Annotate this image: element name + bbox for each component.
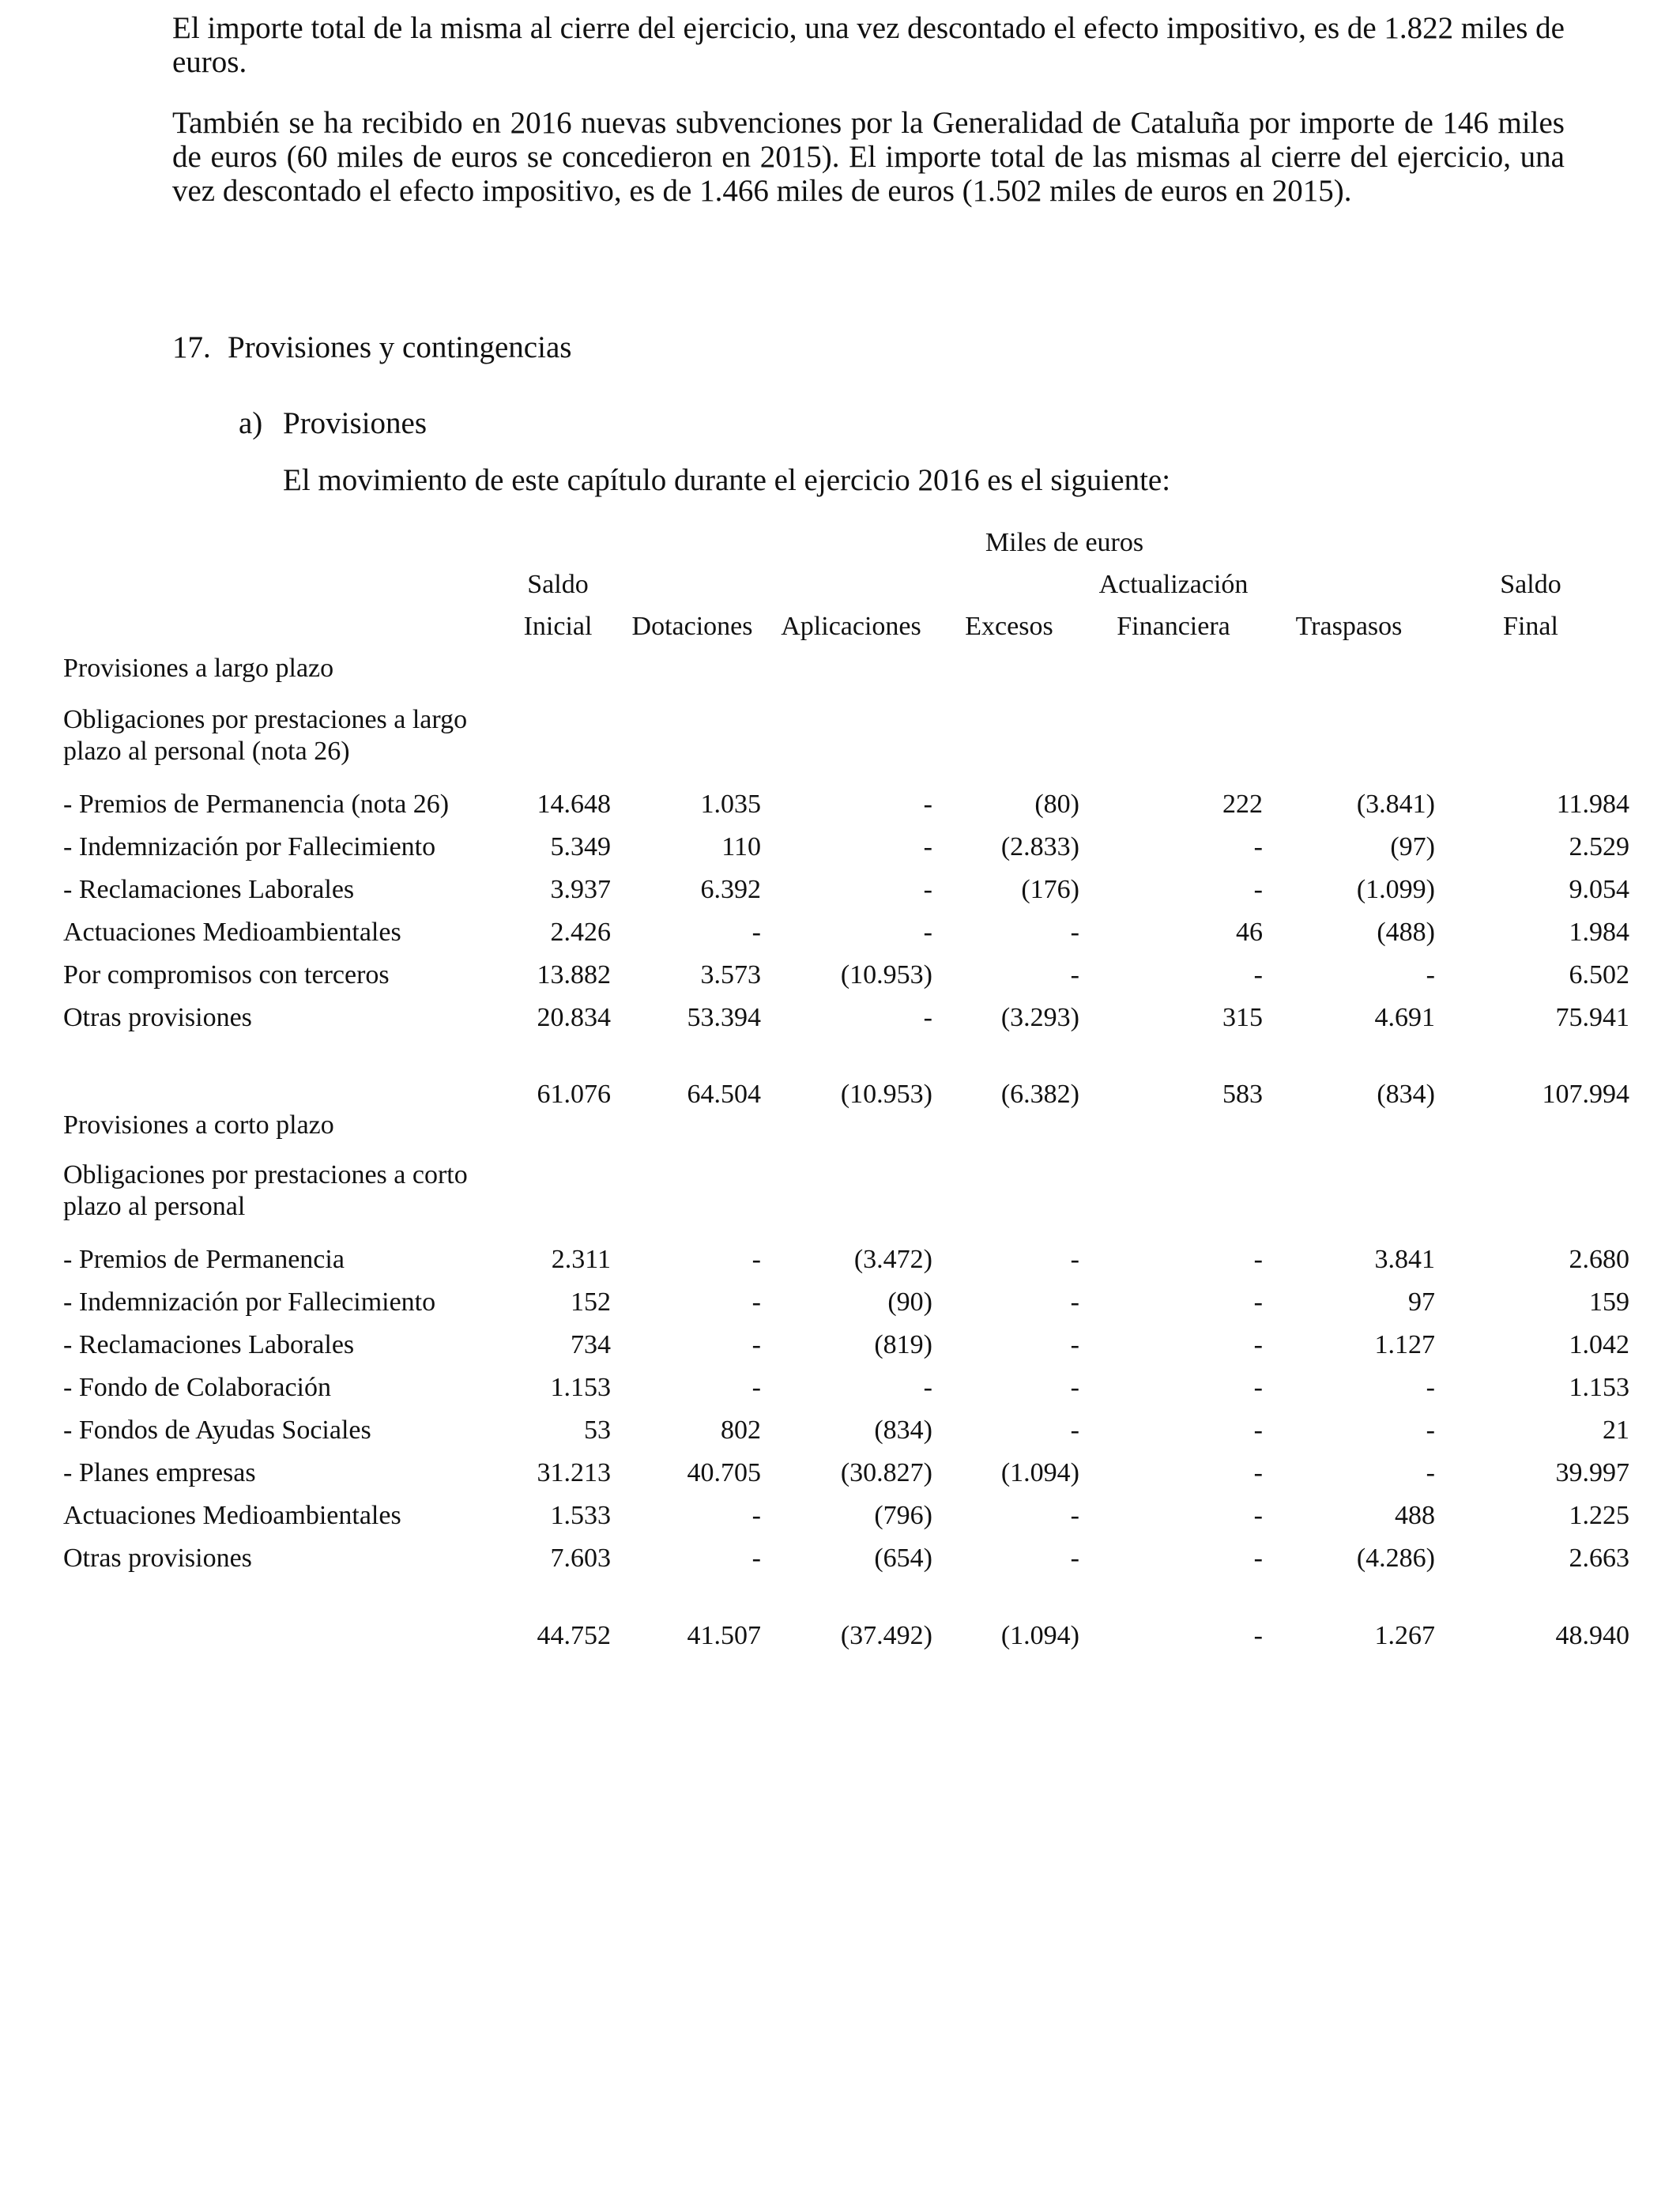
cell-aplicaciones: - <box>923 832 932 861</box>
row-label: Actuaciones Medioambientales <box>63 1501 401 1530</box>
row-label: - Fondo de Colaboración <box>63 1373 331 1402</box>
cell-actualizacion-financiera: - <box>1253 832 1263 861</box>
cell-aplicaciones: - <box>923 1373 932 1402</box>
cell-dotaciones: 40.705 <box>687 1458 761 1487</box>
header-traspasos: Traspasos <box>1295 612 1403 641</box>
cell-saldo-final: 39.997 <box>1555 1458 1629 1487</box>
table-row <box>0 1543 1680 1574</box>
header-saldo-inicial-2: Inicial <box>523 612 593 641</box>
table-row <box>0 1372 1680 1404</box>
cell-saldo-final: 6.502 <box>1569 960 1629 990</box>
cell-dotaciones: - <box>751 1544 761 1573</box>
table-row <box>0 959 1680 991</box>
cell-aplicaciones: (654) <box>874 1544 932 1573</box>
table-row <box>0 1415 1680 1446</box>
row-label: - Indemnización por Fallecimiento <box>63 832 436 861</box>
paragraph-1: El importe total de la misma al cierre del ejercicio, una vez descontado el efecto impositivo, es de 1.822 miles de euros. <box>172 11 1565 79</box>
cell-actualizacion-financiera: - <box>1253 1544 1263 1573</box>
cell-saldo-final: 11.984 <box>1556 790 1629 819</box>
short-term-group-label-2: plazo al personal <box>63 1192 246 1221</box>
cell-dotaciones: 110 <box>721 832 761 861</box>
cell-excesos: - <box>1070 1287 1079 1317</box>
cell-saldo-final: 48.940 <box>1555 1621 1629 1650</box>
cell-traspasos: 488 <box>1395 1501 1435 1530</box>
row-label: - Fondos de Ayudas Sociales <box>63 1416 371 1445</box>
table-row <box>0 917 1680 948</box>
cell-saldo-inicial: 3.937 <box>550 875 611 904</box>
cell-dotaciones: 3.573 <box>700 960 761 990</box>
cell-dotaciones: 802 <box>721 1416 761 1445</box>
long-term-title: Provisiones a largo plazo <box>63 654 334 683</box>
cell-aplicaciones: (819) <box>874 1330 932 1359</box>
cell-excesos: - <box>1070 1544 1079 1573</box>
cell-aplicaciones: - <box>923 1003 932 1032</box>
short-term-title: Provisiones a corto plazo <box>63 1110 334 1140</box>
cell-saldo-inicial: 53 <box>584 1416 611 1445</box>
row-label: Por compromisos con terceros <box>63 960 390 990</box>
section-number: 17. <box>172 330 211 364</box>
short-term-group-label-1: Obligaciones por prestaciones a corto <box>63 1160 468 1189</box>
cell-excesos: - <box>1070 1416 1079 1445</box>
cell-saldo-final: 1.153 <box>1569 1373 1629 1402</box>
cell-dotaciones: 64.504 <box>687 1080 761 1109</box>
intro-text: El movimiento de este capítulo durante el ejercicio 2016 es el siguiente: <box>283 463 1171 497</box>
cell-saldo-inicial: 152 <box>571 1287 611 1317</box>
cell-actualizacion-financiera: 46 <box>1236 918 1263 947</box>
long-term-group-label-1: Obligaciones por prestaciones a largo <box>63 705 468 734</box>
cell-saldo-final: 1.225 <box>1569 1501 1629 1530</box>
table-row <box>0 1244 1680 1276</box>
cell-actualizacion-financiera: - <box>1253 1287 1263 1317</box>
row-label: - Premios de Permanencia (nota 26) <box>63 790 450 819</box>
cell-saldo-final: 2.529 <box>1569 832 1629 861</box>
header-saldo-final-1: Saldo <box>1500 570 1561 599</box>
long-term-group-label-2: plazo al personal (nota 26) <box>63 737 350 766</box>
cell-saldo-inicial: 734 <box>571 1330 611 1359</box>
cell-dotaciones: 1.035 <box>700 790 761 819</box>
row-label: - Premios de Permanencia <box>63 1245 345 1274</box>
cell-dotaciones: - <box>751 1287 761 1317</box>
table-row <box>0 1500 1680 1532</box>
cell-actualizacion-financiera: - <box>1253 875 1263 904</box>
cell-traspasos: (1.099) <box>1356 875 1435 904</box>
cell-actualizacion-financiera: 583 <box>1222 1080 1263 1109</box>
table-row <box>0 1457 1680 1489</box>
cell-aplicaciones: (834) <box>874 1416 932 1445</box>
cell-aplicaciones: (10.953) <box>840 960 932 990</box>
cell-dotaciones: 6.392 <box>700 875 761 904</box>
cell-aplicaciones: (796) <box>874 1501 932 1530</box>
cell-saldo-inicial: 2.426 <box>550 918 611 947</box>
cell-excesos: - <box>1070 1330 1079 1359</box>
cell-excesos: - <box>1070 918 1079 947</box>
subsection-heading <box>239 406 427 440</box>
cell-saldo-inicial: 31.213 <box>537 1458 611 1487</box>
table-row <box>0 1287 1680 1318</box>
header-saldo-inicial-1: Saldo <box>527 570 589 599</box>
subsection-title: Provisiones <box>283 406 428 440</box>
short-term-total-row <box>0 1620 1680 1652</box>
cell-dotaciones: 41.507 <box>687 1621 761 1650</box>
cell-excesos: (1.094) <box>1000 1621 1079 1650</box>
cell-saldo-final: 9.054 <box>1569 875 1629 904</box>
cell-aplicaciones: - <box>923 875 932 904</box>
subsection-letter: a) <box>239 406 263 440</box>
cell-saldo-inicial: 44.752 <box>537 1621 611 1650</box>
cell-excesos: - <box>1070 960 1079 990</box>
cell-saldo-final: 2.663 <box>1569 1544 1629 1573</box>
table-row <box>0 1002 1680 1034</box>
row-label: Otras provisiones <box>63 1544 252 1573</box>
long-term-total-row <box>0 1079 1680 1110</box>
cell-aplicaciones: - <box>923 918 932 947</box>
cell-saldo-inicial: 2.311 <box>551 1245 611 1274</box>
cell-saldo-inicial: 13.882 <box>537 960 611 990</box>
paragraph-2: También se ha recibido en 2016 nuevas subvenciones por la Generalidad de Cataluña por importe de 146 miles de euros (60 miles de euros se concedieron en 2015). El importe total de las mismas al cierre del ejercicio, una vez descontado el efecto impositivo, es de 1.466 miles de euros (1.502 miles de euros en 2015). <box>172 106 1565 208</box>
cell-aplicaciones: (37.492) <box>840 1621 932 1650</box>
cell-actualizacion-financiera: 315 <box>1222 1003 1263 1032</box>
cell-saldo-inicial: 1.533 <box>550 1501 611 1530</box>
cell-actualizacion-financiera: - <box>1253 1501 1263 1530</box>
cell-traspasos: (488) <box>1377 918 1435 947</box>
cell-saldo-inicial: 7.603 <box>550 1544 611 1573</box>
cell-actualizacion-financiera: - <box>1253 1245 1263 1274</box>
cell-dotaciones: - <box>751 918 761 947</box>
cell-excesos: (176) <box>1021 875 1079 904</box>
cell-saldo-final: 75.941 <box>1555 1003 1629 1032</box>
header-saldo-final-2: Final <box>1503 612 1558 641</box>
table-row <box>0 831 1680 863</box>
cell-saldo-inicial: 61.076 <box>537 1080 611 1109</box>
cell-traspasos: (97) <box>1390 832 1435 861</box>
cell-dotaciones: - <box>751 1501 761 1530</box>
cell-dotaciones: - <box>751 1373 761 1402</box>
table-row <box>0 1329 1680 1361</box>
cell-actualizacion-financiera: - <box>1253 1416 1263 1445</box>
row-label: - Reclamaciones Laborales <box>63 1330 355 1359</box>
cell-saldo-final: 107.994 <box>1542 1080 1629 1109</box>
cell-excesos: - <box>1070 1501 1079 1530</box>
cell-traspasos: 3.841 <box>1374 1245 1435 1274</box>
cell-excesos: (2.833) <box>1000 832 1079 861</box>
header-dotaciones: Dotaciones <box>631 612 753 641</box>
table-row <box>0 874 1680 906</box>
cell-traspasos: (834) <box>1377 1080 1435 1109</box>
cell-traspasos: 1.127 <box>1374 1330 1435 1359</box>
cell-aplicaciones: (30.827) <box>840 1458 932 1487</box>
cell-excesos: (1.094) <box>1000 1458 1079 1487</box>
cell-excesos: - <box>1070 1373 1079 1402</box>
cell-aplicaciones: (90) <box>887 1287 932 1317</box>
cell-excesos: (6.382) <box>1000 1080 1079 1109</box>
cell-traspasos: 4.691 <box>1374 1003 1435 1032</box>
header-aplicaciones: Aplicaciones <box>781 612 921 641</box>
cell-traspasos: - <box>1426 1416 1435 1445</box>
row-label: Actuaciones Medioambientales <box>63 918 401 947</box>
cell-saldo-final: 2.680 <box>1569 1245 1629 1274</box>
header-actualizacion-2: Financiera <box>1117 612 1230 641</box>
cell-traspasos: 97 <box>1408 1287 1435 1317</box>
cell-excesos: (3.293) <box>1000 1003 1079 1032</box>
cell-saldo-inicial: 20.834 <box>537 1003 611 1032</box>
cell-dotaciones: - <box>751 1245 761 1274</box>
cell-aplicaciones: (10.953) <box>840 1080 932 1109</box>
table-row <box>0 789 1680 820</box>
cell-dotaciones: 53.394 <box>687 1003 761 1032</box>
row-label: Otras provisiones <box>63 1003 252 1032</box>
cell-traspasos: - <box>1426 1458 1435 1487</box>
cell-aplicaciones: (3.472) <box>853 1245 932 1274</box>
cell-saldo-final: 21 <box>1603 1416 1629 1445</box>
cell-traspasos: (3.841) <box>1356 790 1435 819</box>
cell-traspasos: 1.267 <box>1374 1621 1435 1650</box>
cell-excesos: (80) <box>1034 790 1079 819</box>
row-label: - Indemnización por Fallecimiento <box>63 1287 436 1317</box>
row-label: - Planes empresas <box>63 1458 256 1487</box>
unit-label: Miles de euros <box>985 528 1144 557</box>
cell-actualizacion-financiera: - <box>1253 960 1263 990</box>
cell-actualizacion-financiera: - <box>1253 1373 1263 1402</box>
cell-saldo-inicial: 5.349 <box>550 832 611 861</box>
section-title: Provisiones y contingencias <box>228 330 572 364</box>
cell-saldo-final: 1.042 <box>1569 1330 1629 1359</box>
cell-actualizacion-financiera: - <box>1253 1621 1263 1650</box>
cell-saldo-final: 1.984 <box>1569 918 1629 947</box>
cell-traspasos: - <box>1426 960 1435 990</box>
cell-aplicaciones: - <box>923 790 932 819</box>
cell-actualizacion-financiera: 222 <box>1222 790 1263 819</box>
cell-traspasos: (4.286) <box>1356 1544 1435 1573</box>
cell-dotaciones: - <box>751 1330 761 1359</box>
cell-actualizacion-financiera: - <box>1253 1458 1263 1487</box>
cell-saldo-inicial: 14.648 <box>537 790 611 819</box>
cell-traspasos: - <box>1426 1373 1435 1402</box>
section-heading <box>172 330 571 364</box>
header-actualizacion-1: Actualización <box>1098 570 1249 599</box>
header-excesos: Excesos <box>965 612 1053 641</box>
cell-saldo-final: 159 <box>1589 1287 1629 1317</box>
row-label: - Reclamaciones Laborales <box>63 875 355 904</box>
cell-actualizacion-financiera: - <box>1253 1330 1263 1359</box>
cell-excesos: - <box>1070 1245 1079 1274</box>
cell-saldo-inicial: 1.153 <box>550 1373 611 1402</box>
